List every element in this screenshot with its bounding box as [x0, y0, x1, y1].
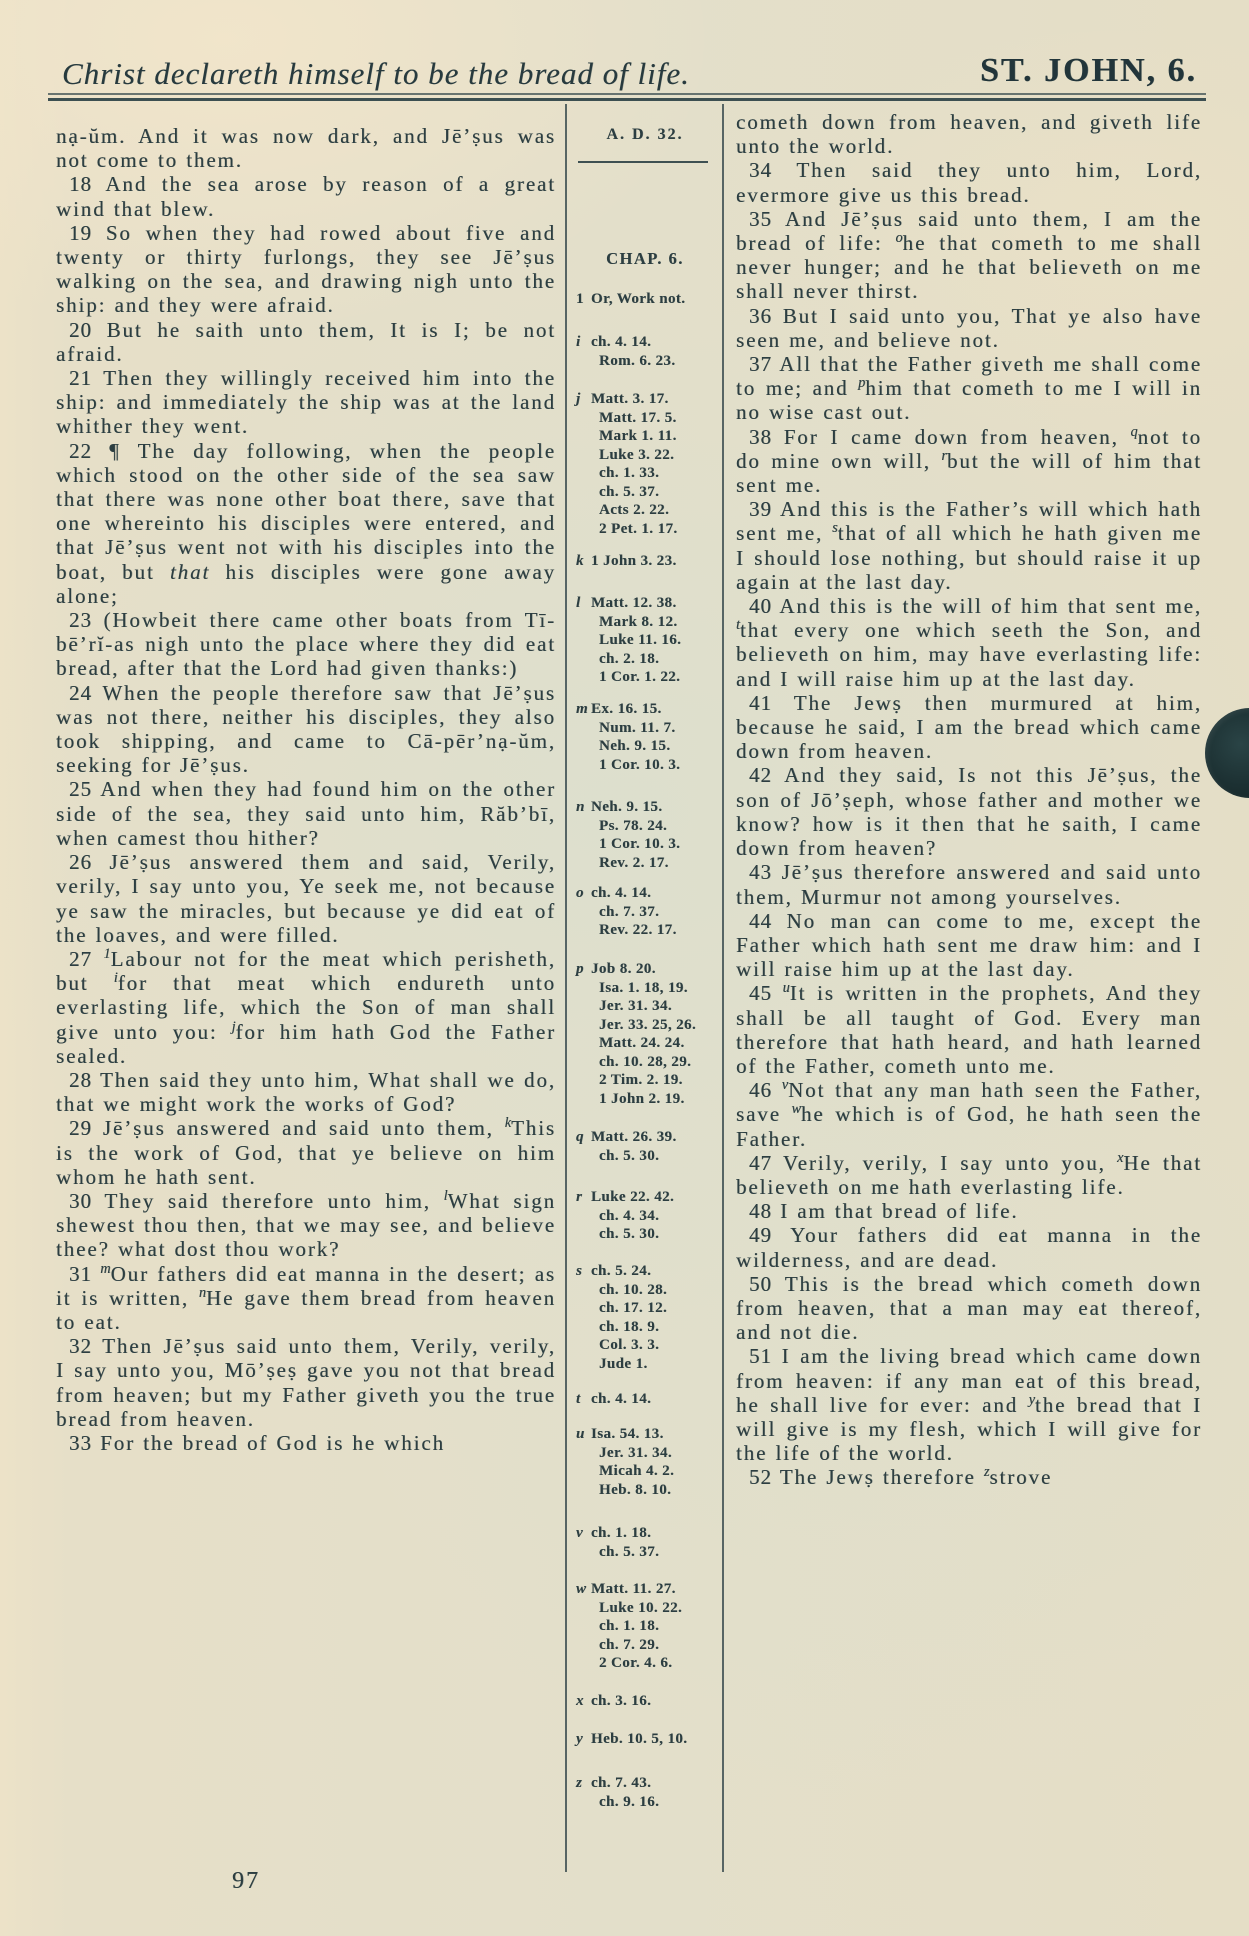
note-reference: ch. 5. 37. — [599, 1543, 660, 1560]
margin-note — [576, 594, 731, 687]
note-reference: 1 John 3. 23. — [591, 553, 677, 569]
note-marker: o — [576, 885, 584, 901]
verse-number: 42 — [749, 763, 772, 788]
verse-number: 48 — [749, 1199, 772, 1224]
note-marker: w — [576, 1581, 587, 1597]
verse-number: 36 — [749, 303, 772, 328]
note-reference: Isa. 54. 13. — [591, 1426, 664, 1442]
verse-number: 35 — [749, 206, 772, 231]
verse: 33 For the bread of God is he which — [69, 1430, 445, 1455]
column-divider-left — [565, 104, 567, 1872]
verse-number: 20 — [69, 317, 92, 342]
margin-note — [576, 1730, 731, 1749]
verse: 18 And the sea arose by reason of a great wind that blew. — [56, 172, 556, 221]
verse-number: 28 — [69, 1067, 92, 1092]
verse-number: 33 — [69, 1430, 92, 1455]
ref-marker: u — [782, 980, 790, 997]
note-reference: Micah 4. 2. — [599, 1463, 675, 1479]
verse: 51 I am the living bread which came down from heaven: if any man eat of this bread, he shall live for ever: and $^y$the bread that I will give is my flesh, which I will give for the life of the world. — [736, 1344, 1202, 1466]
note-marker: n — [576, 799, 585, 815]
verse-number: 19 — [69, 220, 92, 245]
note-reference: ch. 17. 12. — [599, 1300, 668, 1316]
verse-number: 49 — [749, 1223, 772, 1248]
margin-note — [576, 1580, 731, 1673]
margin-note — [576, 1188, 731, 1244]
verse-number: 32 — [69, 1334, 92, 1359]
note-reference: 1 Cor. 10. 3. — [599, 756, 681, 773]
verse: 39 And this is the Father’s will which hath sent me, $^s$that of all which he hath given me I should lose nothing, but should raise it up again at the last day. — [736, 497, 1202, 594]
chapter-heading: CHAP. 6. — [606, 249, 684, 268]
verse: 50 This is the bread which cometh down from heaven, that a man may eat thereof, and not die. — [736, 1271, 1202, 1345]
verse: 49 Your fathers did eat manna in the wilderness, and are dead. — [736, 1223, 1202, 1272]
verse: 28 Then said they unto him, What shall we do, that we might work the works of God? — [56, 1067, 556, 1117]
note-marker: l — [576, 595, 581, 611]
verse-number: 37 — [749, 352, 772, 377]
ref-marker: z — [983, 1464, 990, 1481]
note-reference: Luke 11. 16. — [599, 632, 682, 648]
ref-marker: r — [941, 447, 947, 464]
ref-marker: l — [443, 1187, 448, 1204]
verse-number: 46 — [749, 1078, 772, 1103]
left-text-column — [56, 124, 556, 1876]
note-reference: Matt. 26. 39. — [591, 1129, 677, 1145]
note-reference: Heb. 8. 10. — [599, 1481, 672, 1498]
verse: 32 Then Jē’ṣus said unto them, Verily, verily, I say unto you, Mō’ṣeṣ gave you not that bread from heaven; but my Father giveth you the true bread from heaven. — [56, 1334, 556, 1431]
note-reference: 2 Cor. 4. 6. — [599, 1655, 673, 1671]
ref-marker: j — [231, 1018, 236, 1035]
verse-number: 40 — [749, 594, 772, 619]
note-reference: Num. 11. 7. — [599, 719, 676, 736]
right-text-column — [736, 110, 1202, 1876]
verse-number: 26 — [69, 850, 92, 875]
date-label: A. D. 32. — [606, 126, 684, 143]
note-reference: Matt. 24. 24. — [599, 1035, 685, 1051]
verse: 26 Jē’ṣus answered them and said, Verily, verily, I say unto you, Ye seek me, not because ye saw the miracles, but because ye did eat of the loaves, and were filled. — [56, 850, 556, 947]
note-reference: ch. 4. 14. — [591, 1391, 652, 1407]
verse: 47 Verily, verily, I say unto you, $^x$He that believeth on me hath everlasting life. — [736, 1149, 1202, 1199]
verse-number: 30 — [69, 1188, 92, 1213]
note-reference: Matt. 11. 27. — [591, 1581, 676, 1597]
note-reference: Col. 3. 3. — [599, 1337, 660, 1353]
verse-number: 52 — [749, 1465, 772, 1490]
margin-note — [576, 1390, 731, 1409]
verse: 31 $^m$Our fathers did eat manna in the desert; as it is written, $^n$He gave them bread from heaven to eat. — [56, 1260, 556, 1334]
note-reference: ch. 7. 37. — [599, 903, 660, 920]
center-reference-column — [572, 104, 718, 1872]
verse-number: 41 — [749, 690, 772, 715]
note-reference: Isa. 1. 18, 19. — [599, 979, 688, 996]
note-reference: Mark 1. 11. — [599, 428, 677, 444]
note-reference: 2 Pet. 1. 17. — [599, 520, 678, 537]
note-reference: Matt. 3. 17. — [591, 391, 669, 407]
ref-marker: i — [113, 970, 118, 987]
date-rule — [578, 161, 708, 163]
margin-note — [576, 552, 731, 571]
header-rule-thick — [48, 98, 1206, 101]
note-reference: 2 Tim. 2. 19. — [599, 1072, 683, 1088]
verse-number: 44 — [749, 908, 772, 933]
note-reference: ch. 3. 16. — [591, 1693, 652, 1709]
note-reference: ch. 5. 30. — [599, 1147, 660, 1164]
verse-number: 25 — [69, 777, 92, 802]
margin-note — [576, 1425, 731, 1499]
verse-number: 23 — [69, 608, 92, 633]
thumb-index-notch — [1205, 708, 1249, 798]
margin-note — [576, 798, 731, 872]
note-reference: Matt. 12. 38. — [591, 595, 677, 611]
note-reference: ch. 10. 28. — [599, 1281, 668, 1298]
margin-note — [576, 333, 731, 370]
verse: 34 Then said they unto him, Lord, evermore give us this bread. — [736, 158, 1202, 207]
header-rule-thin — [48, 93, 1206, 95]
note-reference: ch. 1. 18. — [591, 1525, 652, 1541]
note-reference: ch. 5. 30. — [599, 1226, 660, 1242]
verse: 36 But I said unto you, That ye also have seen me, and believe not. — [736, 303, 1202, 352]
note-marker: i — [576, 334, 581, 350]
margin-note — [576, 390, 731, 538]
note-reference: ch. 10. 28, 29. — [599, 1053, 692, 1070]
verse: 29 Jē’ṣus answered and said unto them, $^k$This is the work of God, that ye believe on him whom he hath sent. — [56, 1115, 556, 1189]
note-reference: ch. 4. 34. — [599, 1207, 660, 1224]
note-marker: t — [576, 1391, 581, 1407]
verse: 20 But he saith unto them, It is I; be not afraid. — [56, 317, 556, 366]
note-reference: Jer. 33. 25, 26. — [599, 1016, 697, 1033]
ref-marker: y — [1028, 1391, 1035, 1408]
ref-marker: p — [858, 375, 866, 392]
note-marker: z — [576, 1775, 583, 1791]
note-marker: s — [576, 1263, 583, 1279]
verse: 48 I am that bread of life. — [749, 1199, 1019, 1224]
verse: 42 And they said, Is not this Jē’ṣus, the son of Jō’ṣeph, whose father and mother we know? how is it then that he saith, I came down from heaven? — [736, 763, 1202, 861]
running-title: Christ declareth himself to be the bread of life. — [62, 56, 690, 91]
margin-note — [576, 1774, 731, 1811]
verse: 40 And this is the will of him that sent me, $^t$that every one which seeth the Son, and believeth on him, may have everlasting life: and I will raise him up at the last day. — [736, 594, 1202, 691]
note-marker: u — [576, 1426, 585, 1442]
note-reference: ch. 1. 33. — [599, 465, 660, 481]
note-reference: ch. 9. 16. — [599, 1793, 660, 1810]
note-reference: ch. 1. 18. — [599, 1618, 660, 1634]
verse-number: 24 — [69, 680, 92, 705]
ref-marker: v — [781, 1077, 789, 1094]
ref-marker: 1 — [103, 945, 111, 962]
verse-number: 45 — [749, 981, 772, 1006]
note-reference: Rev. 2. 17. — [599, 854, 669, 871]
book-chapter-title: ST. JOHN, 6. — [979, 52, 1197, 89]
note-marker: 1 — [576, 291, 584, 307]
verse: 35 And Jē’ṣus said unto them, I am the bread of life: $^o$he that cometh to me shall never hunger; and he that believeth on me shall never thirst. — [736, 206, 1202, 304]
note-marker: v — [576, 1525, 584, 1541]
verse: 21 Then they willingly received him into the ship: and immediately the ship was at the land whither they went. — [56, 366, 556, 439]
margin-note — [576, 884, 731, 940]
verse: 41 The Jewṣ then murmured at him, because he said, I am the bread which came down from heaven. — [736, 690, 1202, 764]
note-reference: Luke 10. 22. — [599, 1599, 683, 1616]
note-reference: ch. 5. 24. — [591, 1263, 652, 1279]
note-reference: Rom. 6. 23. — [599, 352, 676, 369]
note-marker: x — [576, 1693, 584, 1709]
note-reference: Ex. 16. 15. — [591, 701, 662, 717]
note-reference: 1 Cor. 10. 3. — [599, 836, 681, 852]
note-marker: m — [576, 701, 589, 717]
note-reference: ch. 5. 37. — [599, 483, 660, 500]
verse: cometh down from heaven, and giveth life unto the world. — [736, 110, 1202, 159]
ref-marker: m — [100, 1260, 111, 1277]
verse: 44 No man can come to me, except the Father which hath sent me draw him: and I will raise him up at the last day. — [736, 908, 1202, 982]
verse: 30 They said therefore unto him, $^l$What sign shewest thou then, that we may see, and believe thee? what dost thou work? — [56, 1187, 556, 1262]
verse: 24 When the people therefore saw that Jē’ṣus was not there, neither his disciples, they also took shipping, and came to Cā-pēr’nạ-ŭm, seeking for Jē’ṣus. — [56, 680, 556, 778]
margin-note — [576, 1692, 731, 1711]
margin-note — [576, 1262, 731, 1373]
note-reference: Ps. 78. 24. — [599, 817, 668, 834]
page-number: 97 — [232, 1868, 260, 1894]
verse: 37 All that the Father giveth me shall come to me; and $^p$him that cometh to me I will in no wise cast out. — [736, 352, 1203, 425]
note-reference: 1 Cor. 1. 22. — [599, 669, 681, 685]
note-reference: Jer. 31. 34. — [599, 1444, 672, 1461]
verse-number: 18 — [69, 172, 92, 197]
note-reference: ch. 2. 18. — [599, 650, 660, 667]
verse-number: 47 — [749, 1150, 772, 1175]
verse-number: 22 — [69, 438, 92, 463]
note-reference: Jude 1. — [599, 1355, 648, 1372]
ref-marker: q — [1130, 423, 1138, 440]
verse: 52 The Jewṣ therefore $^z$strove — [749, 1464, 1053, 1490]
note-reference: Matt. 17. 5. — [599, 409, 677, 426]
verse: nạ-ŭm. And it was now dark, and Jē’ṣus was not come to them. — [56, 124, 556, 173]
verse: 27 $^1$Labour not for the meat which perisheth, but $^i$for that meat which endureth unto everlasting life, which the Son of man shall give unto you: $^j$for him hath God the Father sealed. — [56, 945, 556, 1068]
verse-number: 34 — [749, 158, 772, 183]
verse: 19 So when they had rowed about five and twenty or thirty furlongs, they see Jē’ṣus walking on the sea, and drawing nigh unto the ship: and they were afraid. — [56, 220, 556, 318]
ref-marker: k — [504, 1115, 512, 1132]
verse-number: 27 — [69, 946, 92, 971]
ref-marker: w — [791, 1101, 802, 1118]
margin-note — [576, 960, 731, 1108]
note-reference: ch. 4. 14. — [591, 334, 652, 350]
note-reference: Rev. 22. 17. — [599, 922, 677, 938]
verse-number: 43 — [749, 860, 772, 885]
verse: 45 $^u$It is written in the prophets, And they shall be all taught of God. Every man therefore that hath heard, and hath learned of the Father, cometh unto me. — [736, 980, 1203, 1078]
note-marker: j — [576, 391, 581, 407]
note-reference: Or, Work not. — [591, 291, 686, 307]
verse-number: 50 — [749, 1271, 772, 1296]
note-reference: 1 John 2. 19. — [599, 1090, 685, 1107]
verse-number: 38 — [749, 424, 772, 449]
margin-note — [576, 290, 731, 309]
note-reference: Acts 2. 22. — [599, 502, 670, 518]
verse: 22 ¶ The day following, when the people which stood on the other side of the sea saw that there was none other boat there, save that one whereinto his disciples were entered, and that Jē’ṣus went not with his disciples into the boat, but that his disciples were gone away alone; — [56, 438, 556, 608]
note-reference: ch. 4. 14. — [591, 885, 652, 901]
verse: 46 $^v$Not that any man hath seen the Father, save $^w$he which is of God, he hath seen the Father. — [736, 1077, 1202, 1151]
note-reference: Mark 8. 12. — [599, 613, 678, 630]
note-marker: q — [576, 1129, 584, 1145]
ref-marker: t — [736, 617, 740, 634]
verse-number: 29 — [69, 1116, 92, 1141]
verse: 23 (Howbeit there came other boats from Tī-bē’rĭ-as nigh unto the place where they did eat bread, after that the Lord had given thanks:) — [56, 608, 556, 681]
verse-number: 51 — [749, 1344, 772, 1369]
note-reference: Luke 3. 22. — [599, 446, 675, 463]
verse-number: 31 — [69, 1261, 92, 1286]
note-marker: r — [576, 1189, 583, 1205]
margin-note — [576, 700, 731, 774]
note-marker: k — [576, 553, 584, 569]
note-reference: ch. 18. 9. — [599, 1318, 660, 1335]
note-marker: p — [576, 961, 584, 977]
note-reference: Jer. 31. 34. — [599, 998, 672, 1014]
verse: 38 For I came down from heaven, $^q$not to do mine own will, $^r$but the will of him that sent me. — [736, 423, 1202, 498]
ref-marker: o — [895, 230, 903, 247]
note-marker: y — [576, 1731, 584, 1747]
verse-number: 39 — [749, 497, 772, 522]
note-reference: ch. 7. 43. — [591, 1775, 652, 1791]
margin-note — [576, 1128, 731, 1165]
note-reference: Heb. 10. 5, 10. — [591, 1731, 688, 1747]
note-reference: Job 8. 20. — [591, 961, 656, 977]
note-reference: Luke 22. 42. — [591, 1189, 675, 1205]
margin-note — [576, 1524, 731, 1561]
note-reference: Neh. 9. 15. — [591, 799, 663, 815]
verse: 43 Jē’ṣus therefore answered and said unto them, Murmur not among yourselves. — [736, 860, 1202, 909]
note-reference: ch. 7. 29. — [599, 1636, 660, 1653]
verse: 25 And when they had found him on the other side of the sea, they said unto him, Răb’bī, when camest thou hither? — [56, 777, 556, 850]
note-reference: Neh. 9. 15. — [599, 738, 671, 754]
ref-marker: n — [198, 1284, 207, 1301]
verse-number: 21 — [69, 366, 92, 391]
ref-marker: x — [1117, 1149, 1124, 1166]
ref-marker: s — [832, 520, 838, 537]
